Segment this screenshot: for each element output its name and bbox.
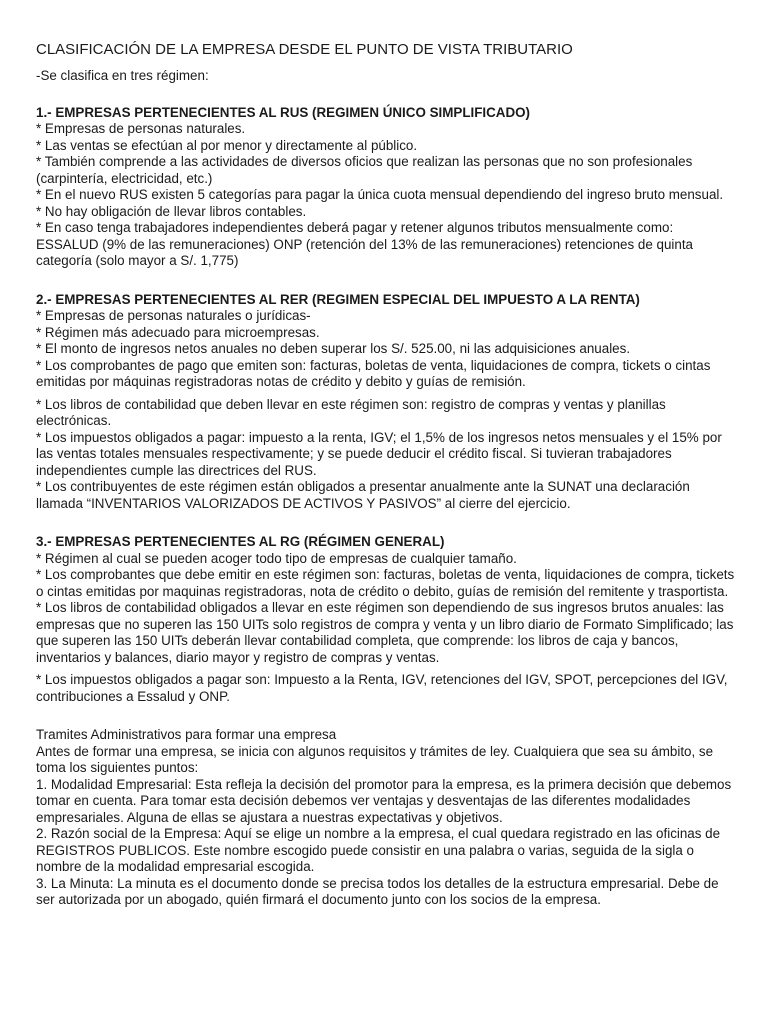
document-page (36, 40, 736, 909)
bullet-line: * Los libros de contabilidad que deben llevar en este régimen son: registro de compras y ventas y planillas electrónicas. (36, 396, 666, 428)
tramites-item: 2. Razón social de la Empresa: Aquí se elige un nombre a la empresa, el cual quedara registrado en las oficinas de REGISTROS PUBLICOS. Este nombre escogido puede consistir en una palabra o varias, seguida de la sigla o nombre de la modalidad empresarial escogida. (36, 826, 721, 874)
tramites-item: 1. Modalidad Empresarial: Esta refleja la decisión del promotor para la empresa, es la primera decisión que debemos tomar en cuenta. Para tomar esta decisión debemos ver ventajas y desventajas de las diferentes modalidades empresariales. Alguna de ellas se ajustara a nuestras expectativas y objetivos. (36, 776, 732, 825)
document-title: CLASIFICACIÓN DE LA EMPRESA DESDE EL PUNTO DE VISTA TRIBUTARIO (36, 41, 573, 58)
section-rer (36, 292, 736, 513)
bullet-line: * El monto de ingresos netos anuales no deben superar los S/. 525.00, ni las adquisiciones anuales. (36, 341, 631, 356)
section-title: 2.- EMPRESAS PERTENECIENTES AL RER (REGIMEN ESPECIAL DEL IMPUESTO A LA RENTA) (36, 291, 640, 307)
section-title: 1.- EMPRESAS PERTENECIENTES AL RUS (REGIMEN ÚNICO SIMPLIFICADO) (36, 104, 531, 120)
bullet-line: * Los impuestos obligados a pagar: impuesto a la renta, IGV; el 1,5% de los ingresos netos mensuales y el 15% por las ventas totales mensuales respectivamente; y se puede deducir el crédito fiscal. Si tuvieran trabajadores independientes cumple las directrices del RUS. (36, 429, 722, 478)
bullet-line: * Los libros de contabilidad obligados a llevar en este régimen son dependiendo de sus ingresos brutos anuales: las empresas que no superen las 150 UITs solo registros de compra y venta y un libro diario de Formato Simplificado; las que superen las 150 UITs deberán llevar contabilidad completa, que comprende: los libros de caja y bancos, inventarios y balances, diario mayor y registro de compras y ventas. (36, 600, 734, 665)
tramites-intro: Antes de formar una empresa, se inicia con algunos requisitos y trámites de ley. Cualquiera que sea su ámbito, se toma los siguientes puntos: (36, 743, 714, 775)
bullet-line: * En caso tenga trabajadores independientes deberá pagar y retener algunos tributos mensualmente como: ESSALUD (9% de las remuneraciones) ONP (retención del 13% de las remuneraciones) retenciones de quinta categoría (solo mayor a S/. 1,775) (36, 220, 693, 268)
section-rg (36, 534, 736, 705)
tramites-section (36, 727, 736, 909)
bullet-line: * Los contribuyentes de este régimen están obligados a presentar anualmente ante la SUNAT una declaración llamada “INVENTARIOS VALORIZADOS DE ACTIVOS Y PASIVOS” al cierre del ejercicio. (36, 479, 690, 511)
bullet-line: * Empresas de personas naturales. (36, 121, 246, 136)
bullet-line: * No hay obligación de llevar libros contables. (36, 203, 307, 219)
bullet-line: * También comprende a las actividades de diversos oficios que realizan las personas que no son profesionales (carpintería, electricidad, etc.) (36, 154, 693, 186)
bullet-line: * Régimen más adecuado para microempresas. (36, 324, 320, 340)
bullet-line: * Los comprobantes que debe emitir en este régimen son: facturas, boletas de venta, liquidaciones de compra, tickets o cintas emitidas por maquinas registradoras, nota de crédito o debito, guías de remisión del remitente y trasportista. (36, 567, 735, 599)
document-intro: -Se clasifica en tres régimen: (36, 68, 209, 83)
bullet-line: * Empresas de personas naturales o jurídicas- (36, 308, 311, 323)
tramites-item: 3. La Minuta: La minuta es el documento donde se precisa todos los detalles de la estructura empresarial. Debe de ser autorizada por un abogado, quién firmará el documento junto con los socios de la empresa. (36, 875, 719, 907)
bullet-line: * Régimen al cual se pueden acoger todo tipo de empresas de cualquier tamaño. (36, 550, 517, 566)
tramites-heading: Tramites Administrativos para formar una empresa (36, 727, 337, 742)
section-title: 3.- EMPRESAS PERTENECIENTES AL RG (RÉGIMEN GENERAL) (36, 534, 445, 549)
bullet-line: * Los comprobantes de pago que emiten son: facturas, boletas de venta, liquidaciones de compra, tickets o cintas emitidas por máquinas registradoras notas de crédito y debito y guías de remisión. (36, 357, 711, 389)
bullet-line: * Las ventas se efectúan al por menor y directamente al público. (36, 137, 418, 153)
section-rus (36, 105, 736, 270)
bullet-line: * En el nuevo RUS existen 5 categorías para pagar la única cuota mensual dependiendo del ingreso bruto mensual. (36, 187, 724, 202)
bullet-line: * Los impuestos obligados a pagar son: Impuesto a la Renta, IGV, retenciones del IGV, SPOT, percepciones del IGV, contribuciones a Essalud y ONP. (36, 672, 728, 704)
